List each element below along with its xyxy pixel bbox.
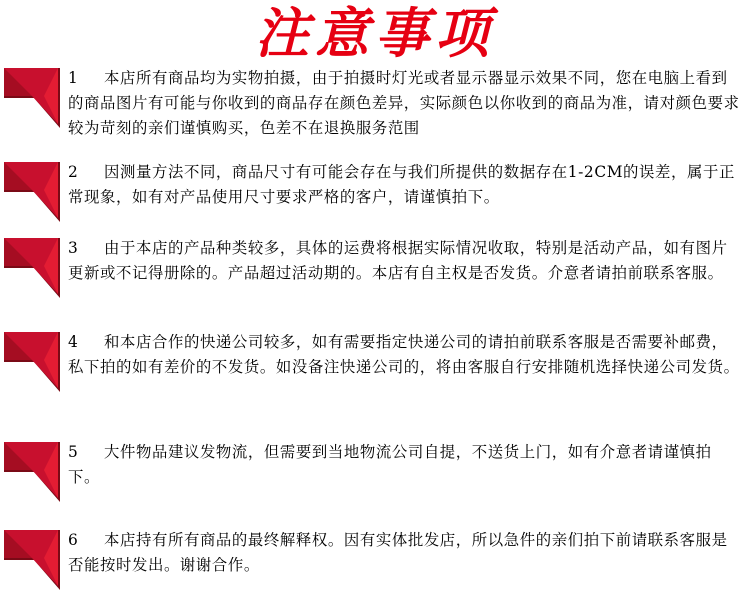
notice-body: 因测量方法不同，商品尺寸有可能会存在与我们所提供的数据存在1-2CM的误差，属于正常现象，如有对产品使用尺寸要求严格的客户，请谨慎拍下。: [68, 163, 735, 206]
red-ribbon-icon: [0, 66, 64, 130]
notice-text: [68, 440, 740, 490]
notice-number: 4: [68, 333, 79, 351]
notice-number: 2: [68, 163, 79, 181]
notice-body: 本店所有商品均为实物拍摄，由于拍摄时灯光或者显示器显示效果不同，您在电脑上看到的商品图片有可能与你收到的商品存在颜色差异，实际颜色以你收到的商品为准，请对颜色要求较为苛刻的亲们谨慎购买，色差不在退换服务范围: [68, 69, 740, 137]
notice-body: 大件物品建议发物流，但需要到当地物流公司自提，不送货上门，如有介意者请谨慎拍下。: [68, 443, 712, 486]
notice-text: [68, 330, 740, 380]
page-title: 注意事项: [255, 1, 495, 65]
red-ribbon-icon: [0, 160, 64, 224]
notice-body: 由于本店的产品种类较多，具体的运费将根据实际情况收取，特别是活动产品，如有图片更新或不记得册除的。产品超过活动期的。本店有自主权是否发货。介意者请拍前联系客服。: [68, 239, 728, 282]
red-ribbon-icon: [0, 236, 64, 300]
notice-text: [68, 66, 740, 141]
notice-body: 和本店合作的快递公司较多，如有需要指定快递公司的请拍前联系客服是否需要补邮费，私下拍的如有差价的不发货。如没备注快递公司的，将由客服自行安排随机选择快递公司发货。: [68, 333, 740, 376]
notice-text: [68, 528, 740, 578]
notice-number: 3: [68, 239, 79, 257]
notice-number: 6: [68, 531, 79, 549]
red-ribbon-icon: [0, 330, 64, 394]
notice-text: [68, 160, 740, 210]
notice-body: 本店持有所有商品的最终解释权。因有实体批发店，所以急件的亲们拍下前请联系客服是否能按时发出。谢谢合作。: [68, 531, 728, 574]
notice-number: 1: [68, 69, 79, 87]
red-ribbon-icon: [0, 528, 64, 592]
notice-number: 5: [68, 443, 79, 461]
notice-text: [68, 236, 740, 286]
red-ribbon-icon: [0, 440, 64, 504]
